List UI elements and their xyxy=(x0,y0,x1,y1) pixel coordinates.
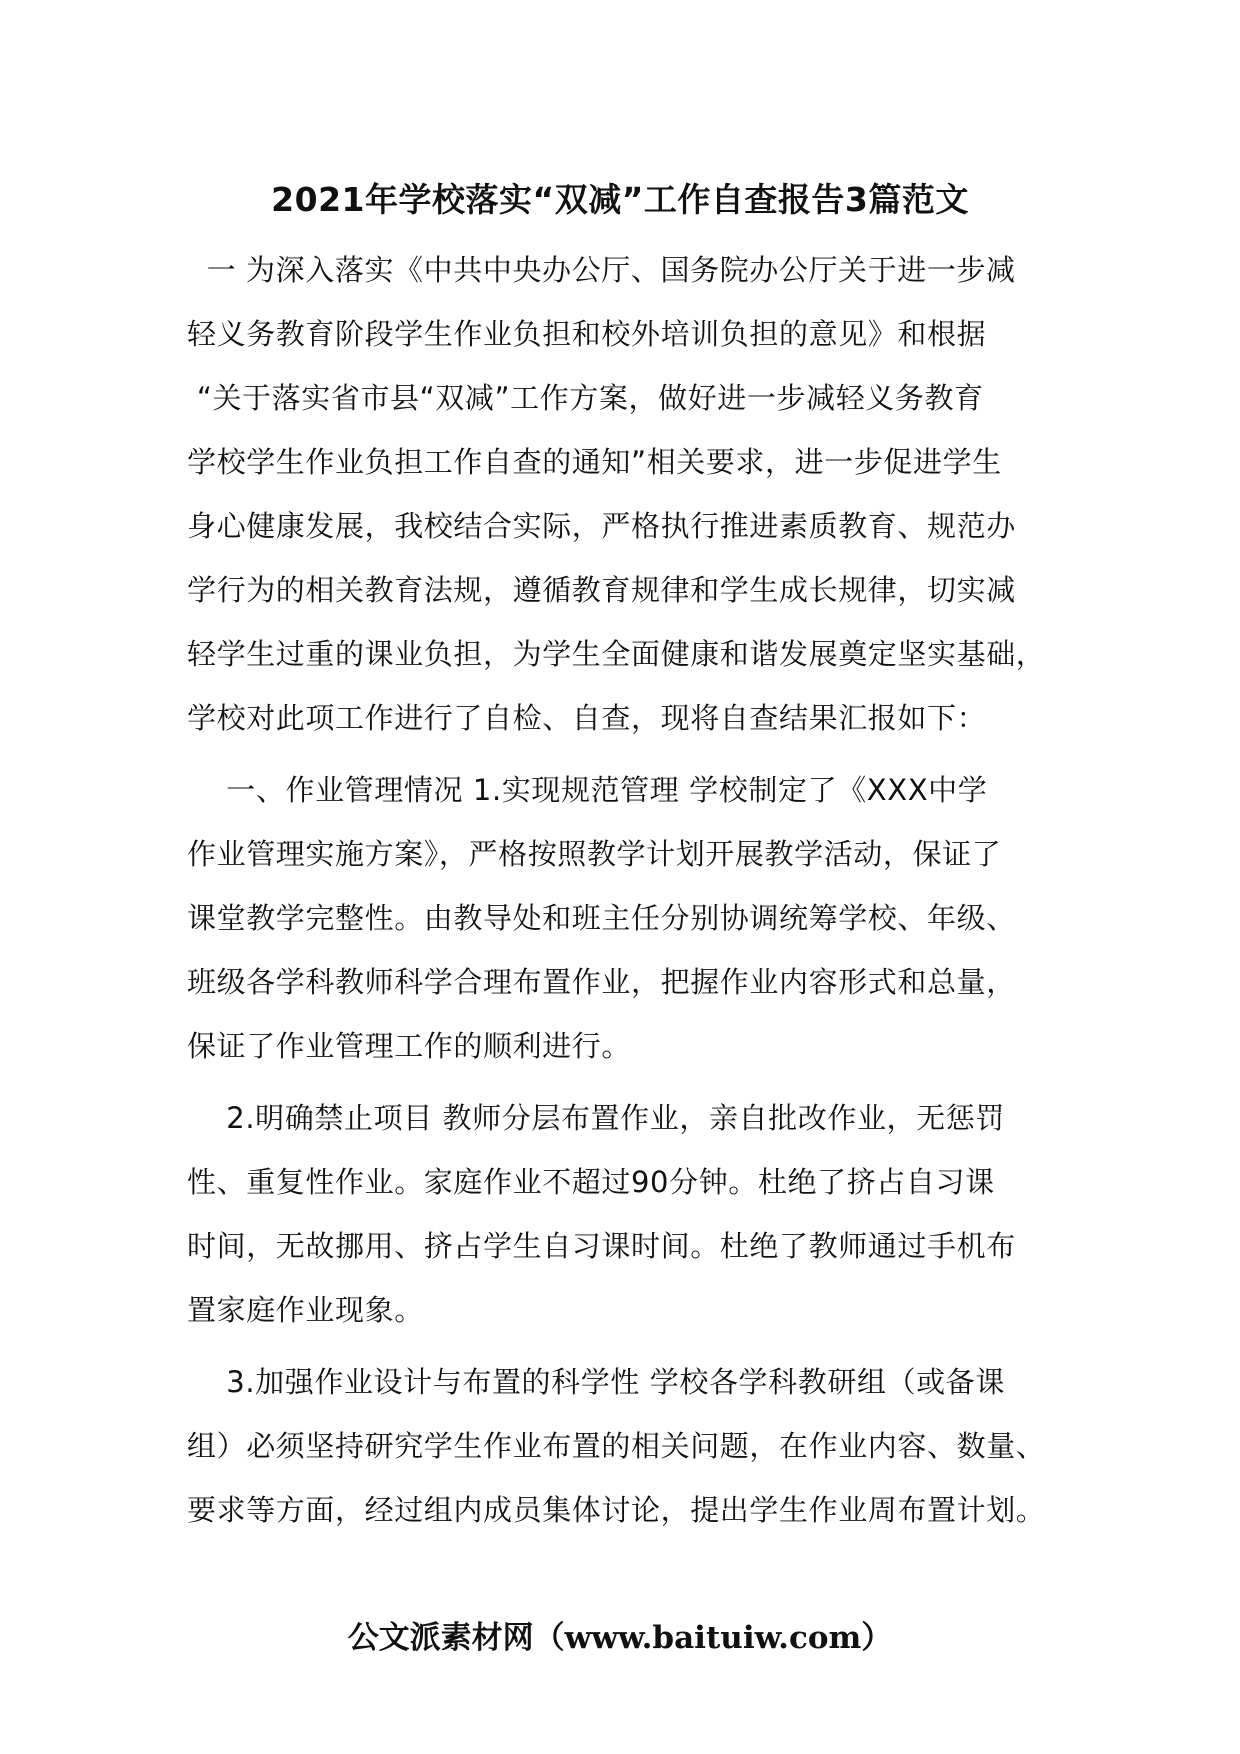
text-line: 作业管理实施方案》，严格按照教学计划开展教学活动，保证了 xyxy=(187,837,1002,871)
text-line: 时间，无故挪用、挤占学生自习课时间。杜绝了教师通过手机布 xyxy=(187,1229,1016,1263)
text-line: 3.加强作业设计与布置的科学性 学校各学科教研组（或备课 xyxy=(187,1365,1005,1399)
paragraph xyxy=(187,1086,1077,1342)
text-line: 2.明确禁止项目 教师分层布置作业，亲自批改作业，无惩罚 xyxy=(187,1101,1005,1135)
text-line: 保证了作业管理工作的顺利进行。 xyxy=(187,1029,632,1063)
document-body xyxy=(187,238,1077,1542)
text-line: 课堂教学完整性。由教导处和班主任分别协调统筹学校、年级、 xyxy=(187,901,1016,935)
text-line: 要求等方面，经过组内成员集体讨论，提出学生作业周布置计划。 xyxy=(187,1493,1046,1527)
text-line: 学行为的相关教育法规，遵循教育规律和学生成长规律，切实减 xyxy=(187,573,1016,607)
text-line: 一、作业管理情况 1.实现规范管理 学校制定了《XXX中学 xyxy=(187,773,988,807)
text-line: “关于落实省市县“双减”工作方案，做好进一步减轻义务教育 xyxy=(187,381,984,415)
text-line: 置家庭作业现象。 xyxy=(187,1293,424,1327)
text-line: 轻学生过重的课业负担，为学生全面健康和谐发展奠定坚实基础， xyxy=(187,637,1046,671)
text-line: 班级各学科教师科学合理布置作业，把握作业内容形式和总量， xyxy=(187,965,1016,999)
text-line: 一 为深入落实《中共中央办公厅、国务院办公厅关于进一步减 xyxy=(187,253,1016,287)
text-line: 学校学生作业负担工作自查的通知”相关要求，进一步促进学生 xyxy=(187,445,1002,479)
document-title: 2021年学校落实“双减”工作自查报告3篇范文 xyxy=(271,180,969,219)
text-line: 性、重复性作业。家庭作业不超过90分钟。杜绝了挤占自习课 xyxy=(187,1165,995,1199)
text-line: 组）必须坚持研究学生作业布置的相关问题，在作业内容、数量、 xyxy=(187,1429,1046,1463)
paragraph xyxy=(187,758,1077,1078)
text-line: 身心健康发展，我校结合实际，严格执行推进素质教育、规范办 xyxy=(187,509,1016,543)
text-line: 轻义务教育阶段学生作业负担和校外培训负担的意见》和根据 xyxy=(187,317,987,351)
paragraph xyxy=(187,1350,1077,1542)
text-line: 学校对此项工作进行了自检、自查，现将自查结果汇报如下： xyxy=(187,701,987,735)
footer-watermark-text: 公文派素材网（www.baituiw.com） xyxy=(347,1620,893,1656)
paragraph xyxy=(187,238,1077,750)
